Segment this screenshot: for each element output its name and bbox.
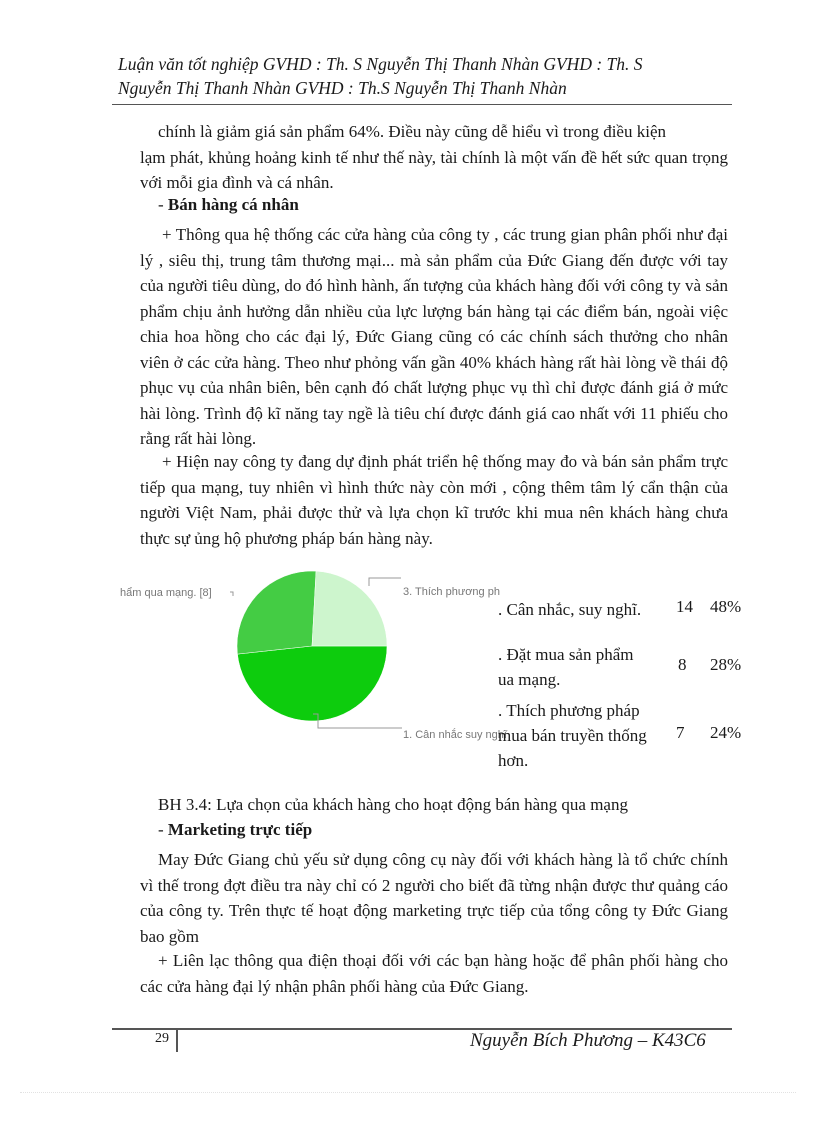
row-label: mua bán truyền thống xyxy=(498,726,647,745)
page-number: 29 xyxy=(155,1031,169,1046)
paragraph-1-rest: lạm phát, khủng hoảng kinh tế như thế này, tài chính là một vấn đề hết sức quan trọng với mỗi gia đình và cá nhân. xyxy=(140,147,728,192)
chart-caption: BH 3.4: Lựa chọn của khách hàng cho hoạt động bán hàng qua mạng xyxy=(158,795,628,814)
pie-slice-can-nhac xyxy=(237,646,387,721)
leader-line-2 xyxy=(230,592,233,596)
footer-author: Nguyễn Bích Phương – K43C6 xyxy=(470,1030,706,1051)
pie-slice-thich-truyen-thong xyxy=(312,571,387,646)
pie-chart xyxy=(120,566,510,750)
heading-marketing-truc-tiep xyxy=(158,820,312,840)
heading-text: Bán hàng cá nhân xyxy=(167,195,299,214)
bottom-dotted-line xyxy=(20,1092,796,1093)
paragraph-5: + Liên lạc thông qua điện thoại đối với các bạn hàng hoặc để phân phối hàng cho các cửa hàng đại lý nhận phân phối hàng của Đức Giang. xyxy=(140,951,728,996)
paragraph-4: May Đức Giang chủ yếu sử dụng công cụ này đối với khách hàng là tổ chức chính vì thế trong đợt điều tra này chỉ có 2 người cho biết đã từng nhận được thư quảng cáo của công ty. Trên thực tế hoạt động marketing trực tiếp của tổng công ty Đức Giang bao gồm xyxy=(140,850,728,946)
header-line-1: Luận văn tốt nghiệp GVHD : Th. S Nguyễn Thị Thanh Nhàn GVHD : Th. S xyxy=(118,54,643,74)
heading-dash: - xyxy=(158,195,168,214)
row-label: hơn. xyxy=(498,751,529,770)
header-line-2: Nguyễn Thị Thanh Nhàn GVHD : Th.S Nguyễn Thị Thanh Nhàn xyxy=(118,78,567,98)
header-rule xyxy=(112,104,732,105)
row-count: 8 xyxy=(678,655,687,674)
row-percent: 48% xyxy=(710,597,742,616)
paragraph-1-line-1: chính là giảm giá sản phẩm 64%. Điều này cũng dễ hiểu vì trong điều kiện xyxy=(158,122,666,141)
row-label: . Cân nhắc, suy nghĩ. xyxy=(498,600,642,619)
heading-ban-hang-ca-nhan xyxy=(158,195,299,215)
row-count: 7 xyxy=(676,723,685,742)
row-label: ua mạng. xyxy=(498,670,561,689)
footer-separator xyxy=(176,1030,178,1052)
page-header xyxy=(118,52,728,100)
pie-label-3: 3. Thích phương ph xyxy=(403,586,500,598)
row-label: . Thích phương pháp xyxy=(498,701,640,720)
row-percent: 28% xyxy=(710,655,742,674)
paragraph-2: + Thông qua hệ thống các cửa hàng của công ty , các trung gian phân phối như đại lý , siêu thị, trung tâm thương mại... mà sản phẩm của Đức Giang đến được với tay của người tiêu dùng, do đó hình hành, ấn tượng của khách hàng đối với công ty và sản phẩm chịu ảnh hưởng dẫn nhiều của lực lượng bán hàng tại các điểm bán, ngoài việc chia hoa hồng cho các đại lý, Đức Giang cũng có các chính sách thưởng cho nhân viên ở các cửa hàng. Theo như phỏng vấn gần 40% khách hàng rất hài lòng về thái độ phục vụ của nhân biên, bên cạnh đó chất lượng phục vụ thì chỉ được đánh giá ở mức hài lòng. Trình độ kĩ năng tay ngề là tiêu chí được đánh giá cao nhất với 11 phiếu cho rằng rất hài lòng. xyxy=(140,225,728,448)
paragraph-1 xyxy=(140,119,728,196)
row-count: 14 xyxy=(676,597,693,616)
row-label: . Đặt mua sản phẩm xyxy=(498,645,634,664)
heading-text: Marketing trực tiếp xyxy=(167,820,313,839)
pie-label-2: hẩm qua mạng. [8] xyxy=(120,587,212,599)
heading-dash: - xyxy=(158,820,168,839)
paragraph-3: + Hiện nay công ty đang dự định phát triển hệ thống may đo và bán sản phẩm trực tiếp qua mạng, tuy nhiên vì hình thức này còn mới , cộng thêm tâm lý cẩn thận của người Việt Nam, phải được thử và lựa chọn kĩ trước khi mua nên khách hàng chưa thực sự ủng hộ phương pháp bán hàng này. xyxy=(140,452,728,548)
leader-line-3 xyxy=(369,578,401,586)
pie-label-1: 1. Cân nhắc suy nghĩ xyxy=(403,729,507,741)
pie-slice-dat-mua xyxy=(237,571,316,654)
row-percent: 24% xyxy=(710,723,742,742)
